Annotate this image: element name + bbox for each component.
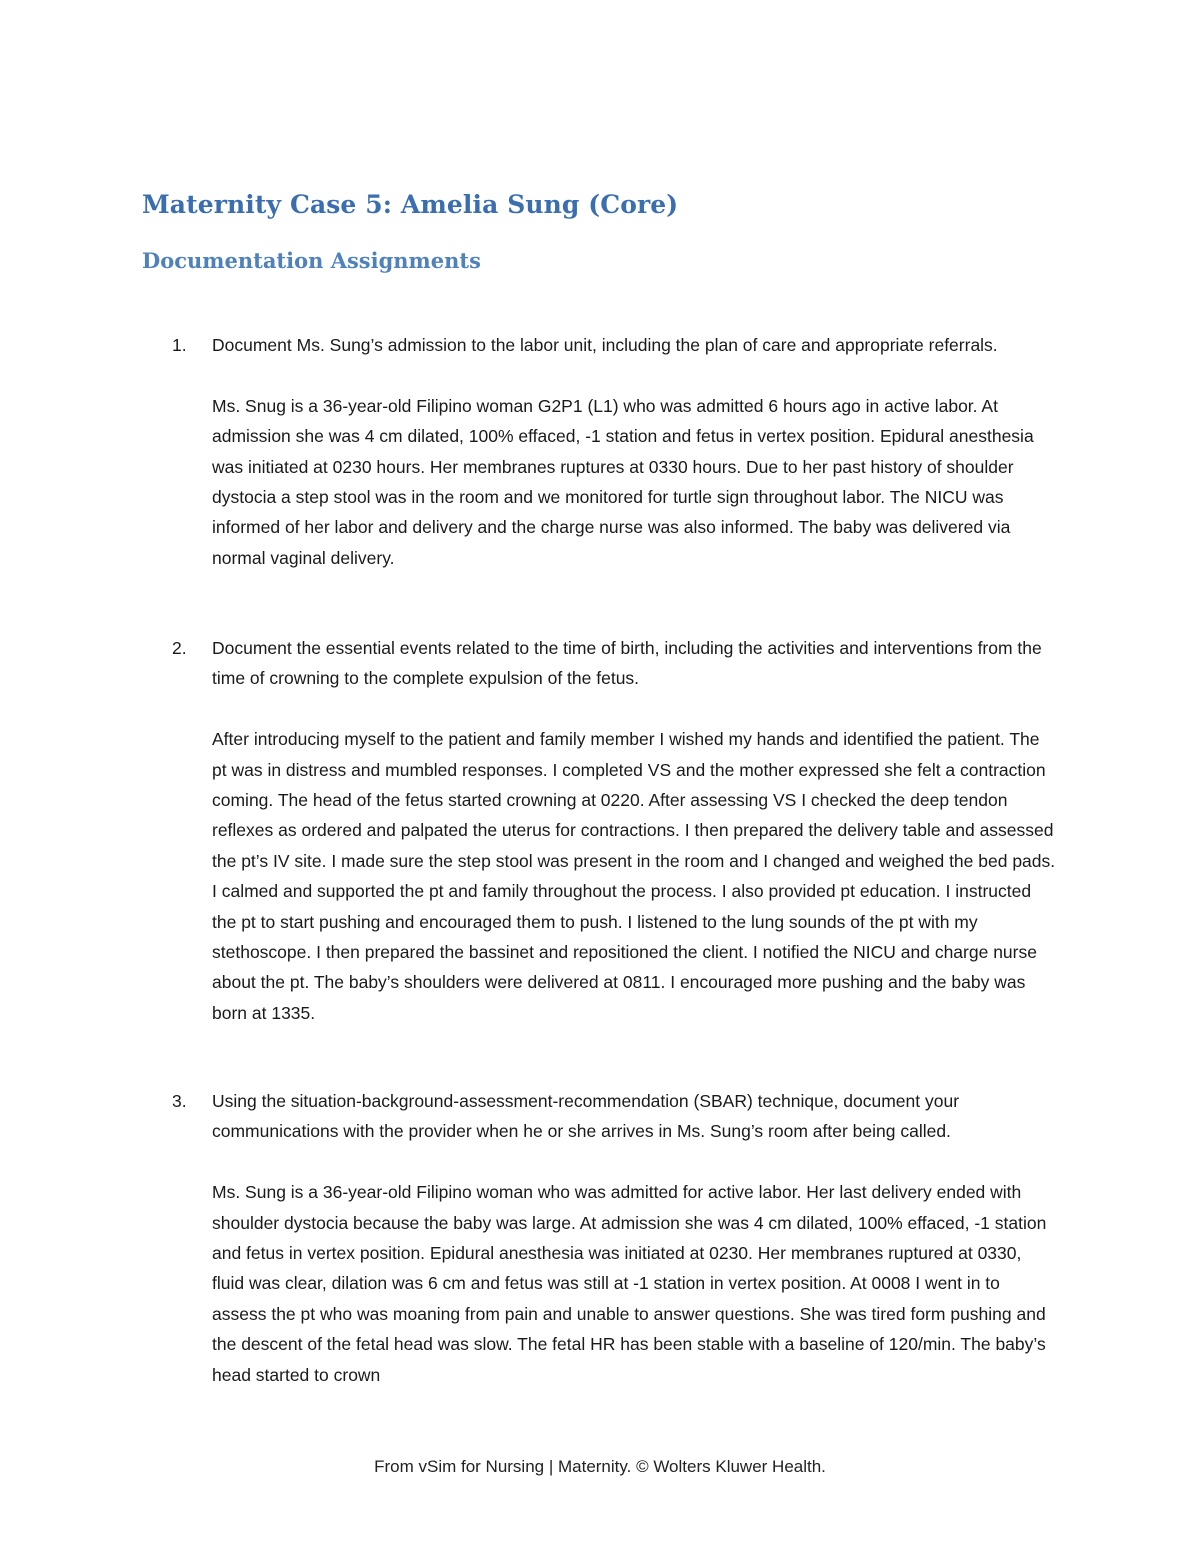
item-number: 2. xyxy=(172,638,187,658)
assignment-item-1 xyxy=(172,330,1057,573)
page-footer: From vSim for Nursing | Maternity. © Wolters Kluwer Health. xyxy=(374,1457,826,1476)
item-answer: After introducing myself to the patient and family member I wished my hands and identified the patient. The pt was in distress and mumbled responses. I completed VS and the mother expressed she felt a contraction coming. The head of the fetus started crowning at 0220. After assessing VS I checked the deep tendon reflexes as ordered and palpated the uterus for contractions. I then prepared the delivery table and assessed the pt’s IV site. I made sure the step stool was present in the room and I changed and weighed the bed pads. I calmed and supported the pt and family throughout the process. I also provided pt education. I instructed the pt to start pushing and encouraged them to push. I listened to the lung sounds of the pt with my stethoscope. I then prepared the bassinet and repositioned the client. I notified the NICU and charge nurse about the pt. The baby’s shoulders were delivered at 0811. I encouraged more pushing and the baby was born at 1335. xyxy=(212,729,1056,1023)
section-heading: Documentation Assignments xyxy=(142,248,481,273)
item-question: Document Ms. Sung’s admission to the labor unit, including the plan of care and appropriate referrals. xyxy=(212,335,998,355)
page-title: Maternity Case 5: Amelia Sung (Core) xyxy=(142,190,679,219)
item-number: 3. xyxy=(172,1091,187,1111)
item-number: 1. xyxy=(172,335,187,355)
assignment-item-2 xyxy=(172,633,1057,1028)
item-answer: Ms. Sung is a 36-year-old Filipino woman who was admitted for active labor. Her last delivery ended with shoulder dystocia because the baby was large. At admission she was 4 cm dilated, 100% effaced, -1 station and fetus in vertex position. Epidural anesthesia was initiated at 0230. Her membranes ruptured at 0330, fluid was clear, dilation was 6 cm and fetus was still at -1 station in vertex position. At 0008 I went in to assess the pt who was moaning from pain and unable to answer questions. She was tired form pushing and the descent of the fetal head was slow. The fetal HR has been stable with a baseline of 120/min. The baby’s head started to crown xyxy=(212,1182,1047,1385)
item-question: Using the situation-background-assessment-recommendation (SBAR) technique, document your communications with the provider when he or she arrives in Ms. Sung’s room after being called. xyxy=(212,1091,960,1142)
assignment-item-3 xyxy=(172,1086,1057,1390)
item-question: Document the essential events related to the time of birth, including the activities and interventions from the time of crowning to the complete expulsion of the fetus. xyxy=(212,638,1042,689)
item-answer: Ms. Snug is a 36-year-old Filipino woman G2P1 (L1) who was admitted 6 hours ago in active labor. At admission she was 4 cm dilated, 100% effaced, -1 station and fetus in vertex position. Epidural anesthesia was initiated at 0230 hours. Her membranes ruptures at 0330 hours. Due to her past history of shoulder dystocia a step stool was in the room and we monitored for turtle sign throughout labor. The NICU was informed of her labor and delivery and the charge nurse was also informed. The baby was delivered via normal vaginal delivery. xyxy=(212,395,1034,568)
